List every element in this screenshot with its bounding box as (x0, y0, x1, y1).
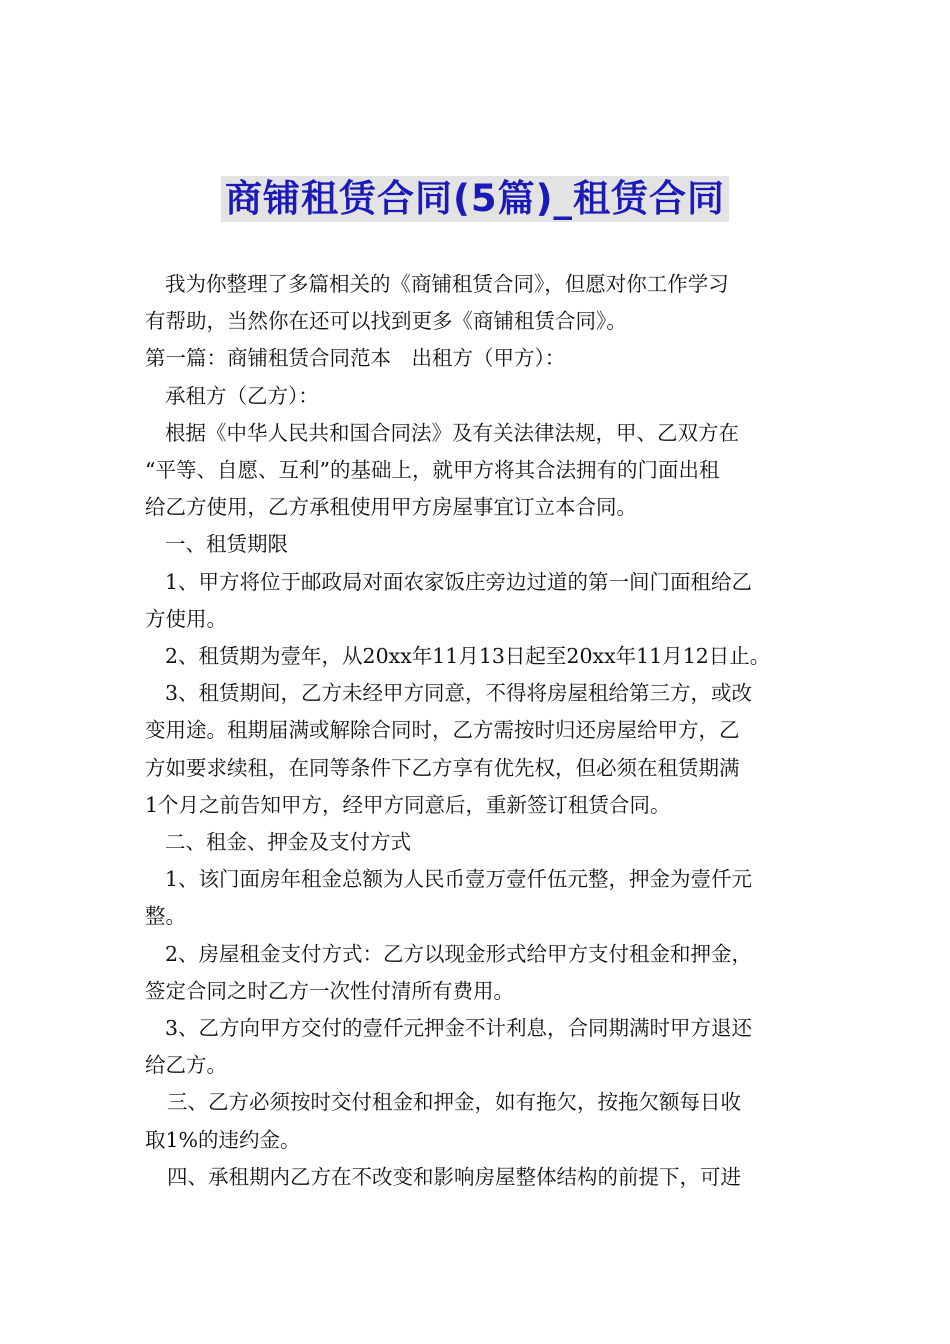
paragraph-line: 1、甲方将位于邮政局对面农家饭庄旁边过道的第一间门面租给乙 (165, 569, 753, 594)
paragraph-line: 方使用。 (145, 606, 227, 631)
title-container (0, 176, 950, 222)
paragraph-line: 2、房屋租金支付方式：乙方以现金形式给甲方支付租金和押金， (165, 941, 753, 966)
paragraph-line: 第一篇：商铺租赁合同范本 出租方（甲方）： (145, 346, 566, 371)
paragraph-line: 给乙方使用，乙方承租使用甲方房屋事宜订立本合同。 (145, 495, 637, 520)
paragraph-line: 3、租赁期间，乙方未经甲方同意，不得将房屋租给第三方，或改 (165, 681, 753, 706)
paragraph-line: 签定合同之时乙方一次性付清所有费用。 (145, 978, 514, 1003)
paragraph-line: 3、乙方向甲方交付的壹仟元押金不计利息，合同期满时甲方退还 (165, 1016, 753, 1041)
paragraph-line: 根据《中华人民共和国合同法》及有关法律法规，甲、乙双方在 (165, 420, 739, 445)
paragraph-line: 给乙方。 (145, 1053, 227, 1078)
paragraph-line: “平等、自愿、互利”的基础上，就甲方将其合法拥有的门面出租 (145, 458, 720, 483)
document-body (145, 266, 815, 1196)
paragraph-line: 有帮助，当然你在还可以找到更多《商铺租赁合同》。 (145, 309, 627, 334)
paragraph-line: 1个月之前告知甲方，经甲方同意后，重新签订租赁合同。 (145, 792, 671, 817)
paragraph-line: 变用途。租期届满或解除合同时，乙方需按时归还房屋给甲方，乙 (145, 718, 740, 743)
paragraph-line: 四、承租期内乙方在不改变和影响房屋整体结构的前提下，可进 (167, 1164, 741, 1189)
paragraph-line: 2、租赁期为壹年，从20xx年11月13日起至20xx年11月12日止。 (165, 644, 771, 669)
paragraph-line: 1、该门面房年租金总额为人民币壹万壹仟伍元整，押金为壹仟元 (165, 867, 753, 892)
document-title: 商铺租赁合同(5篇)_租赁合同 (221, 176, 729, 222)
paragraph-line: 取1%的违约金。 (145, 1127, 301, 1152)
paragraph-line: 方如要求续租，在同等条件下乙方享有优先权，但必须在租赁期满 (145, 755, 740, 780)
section-heading: 一、租赁期限 (165, 532, 288, 557)
paragraph-line: 三、乙方必须按时交付租金和押金，如有拖欠，按拖欠额每日收 (167, 1090, 741, 1115)
paragraph-line: 承租方（乙方）： (165, 383, 319, 408)
paragraph-line: 整。 (145, 904, 186, 929)
paragraph-line: 我为你整理了多篇相关的《商铺租赁合同》，但愿对你工作学习 (165, 272, 729, 296)
section-heading: 二、租金、押金及支付方式 (165, 830, 411, 855)
